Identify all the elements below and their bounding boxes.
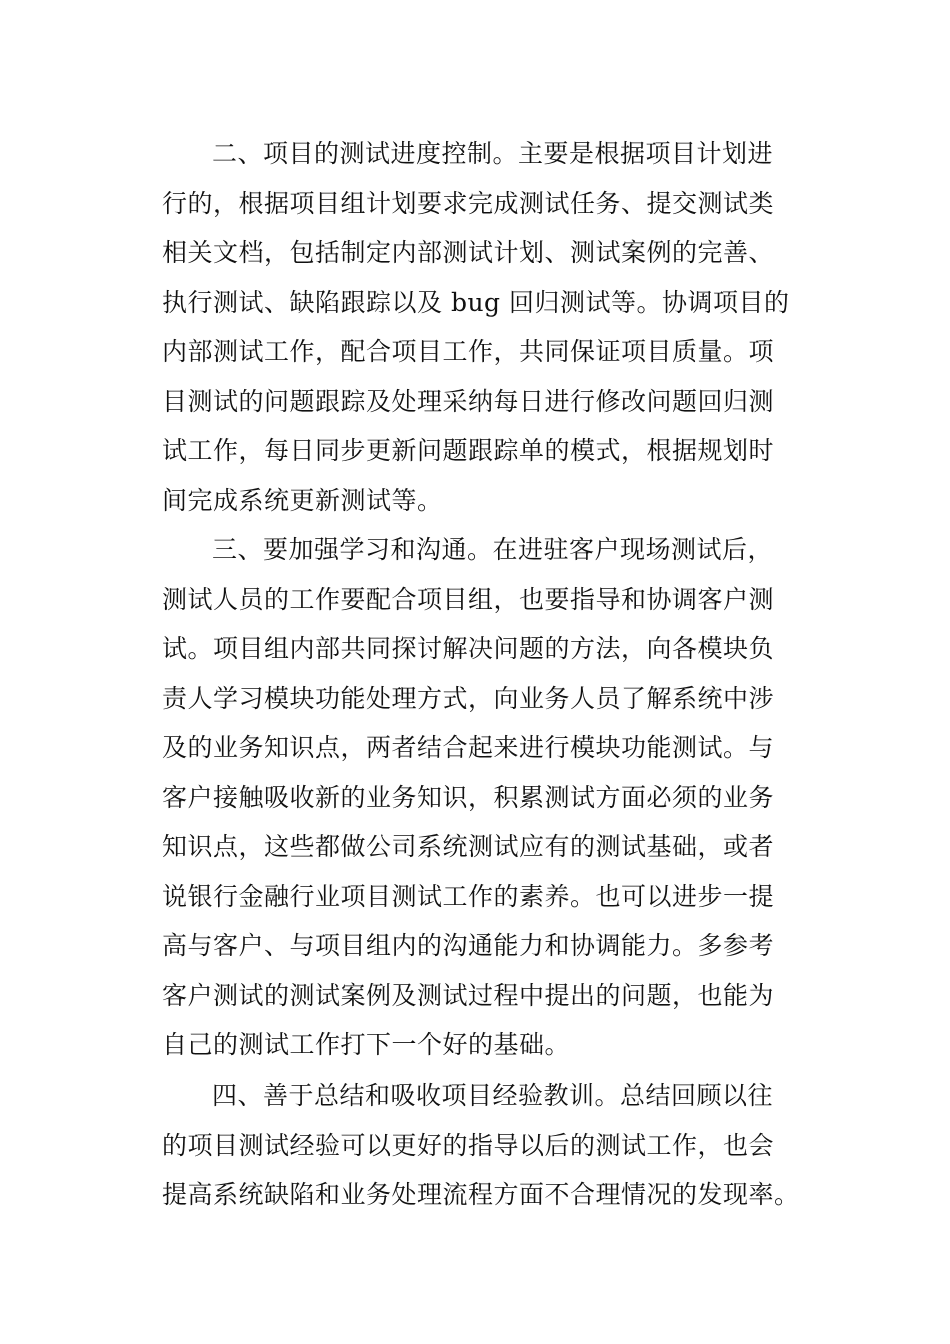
text-line: 客户接触吸收新的业务知识，积累测试方面必须的业务 xyxy=(162,782,775,812)
text-line: 目测试的问题跟踪及处理采纳每日进行修改问题回归测 xyxy=(162,386,775,416)
text-line: 行的，根据项目组计划要求完成测试任务、提交测试类 xyxy=(162,188,775,218)
text-line: 客户测试的测试案例及测试过程中提出的问题，也能为 xyxy=(162,980,775,1010)
text-line: 间完成系统更新测试等。 xyxy=(162,485,443,515)
text-line: 测试人员的工作要配合项目组，也要指导和协调客户测 xyxy=(162,584,775,614)
text-line: 试。项目组内部共同探讨解决问题的方法，向各模块负 xyxy=(162,634,775,663)
text-line: 说银行金融行业项目测试工作的素养。也可以进步一提 xyxy=(162,881,775,911)
text-line: 相关文档，包括制定内部测试计划、测试案例的完善、 xyxy=(162,238,775,267)
paragraph-project-test-progress-control xyxy=(162,129,792,525)
text-line: 高与客户、与项目组内的沟通能力和协调能力。多参考 xyxy=(162,931,775,960)
text-line: 自己的测试工作打下一个好的基础。 xyxy=(162,1030,571,1059)
text-line: 责人学习模块功能处理方式，向业务人员了解系统中涉 xyxy=(162,683,775,713)
text-line: 知识点，这些都做公司系统测试应有的测试基础，或者 xyxy=(162,832,775,861)
text-line: 执行测试、缺陷跟踪以及 bug 回归测试等。协调项目的 xyxy=(162,287,790,317)
text-line: 三、要加强学习和沟通。在进驻客户现场测试后， xyxy=(212,535,774,564)
text-line: 提高系统缺陷和业务处理流程方面不合理情况的发现率。 xyxy=(162,1180,800,1209)
text-line: 四、善于总结和吸收项目经验教训。总结回顾以往 xyxy=(212,1081,774,1110)
paragraph-learning-and-communication xyxy=(162,525,792,1070)
paragraph-summarize-experience xyxy=(162,1071,800,1220)
text-line: 试工作，每日同步更新问题跟踪单的模式，根据规划时 xyxy=(162,436,775,465)
text-line: 内部测试工作，配合项目工作，共同保证项目质量。项 xyxy=(162,337,775,366)
text-line: 二、项目的测试进度控制。主要是根据项目计划进 xyxy=(212,139,774,168)
text-line: 的项目测试经验可以更好的指导以后的测试工作，也会 xyxy=(162,1130,775,1160)
text-line: 及的业务知识点，两者结合起来进行模块功能测试。与 xyxy=(162,733,775,762)
